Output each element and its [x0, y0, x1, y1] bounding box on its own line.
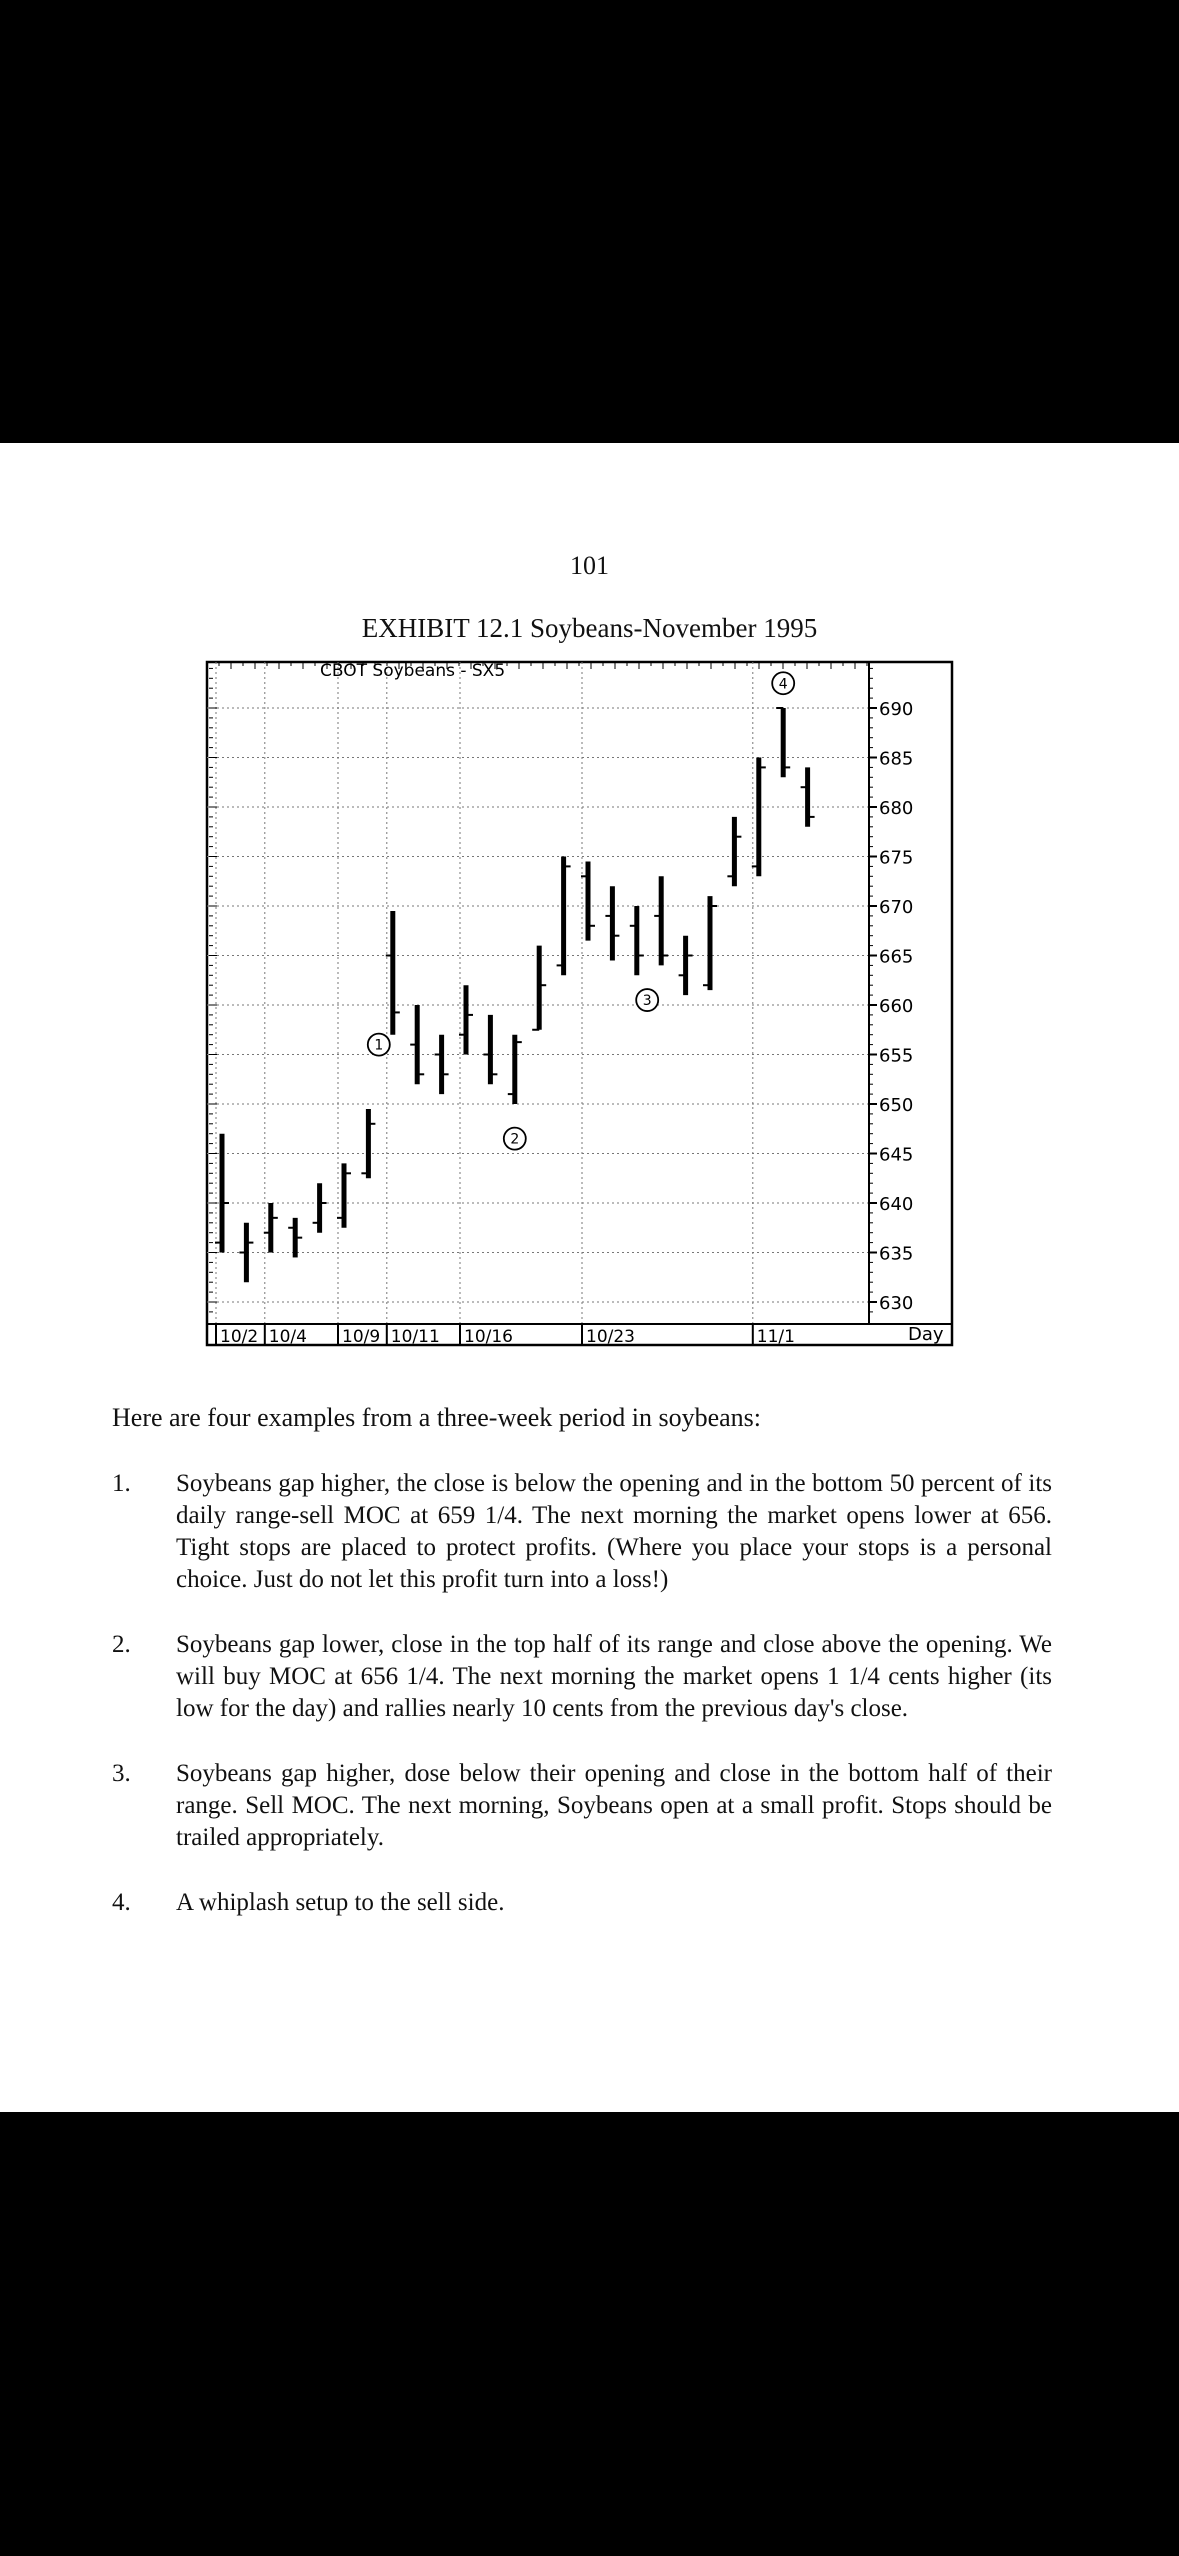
example-text: Soybeans gap lower, close in the top half of its range and close above the opening. We will buy MOC at 656 1/4. The next morning the market opens 1 1/4 cents higher (its low for the day) and rallies nearly 10 cents from the previous day's close. [176, 1631, 1052, 1722]
y-tick-label: 690 [879, 699, 914, 720]
exhibit-title: EXHIBIT 12.1 Soybeans-November 1995 [361, 613, 818, 643]
y-tick-label: 670 [879, 897, 914, 918]
y-tick-label: 680 [879, 798, 914, 819]
y-tick-label: 675 [879, 847, 914, 869]
x-axis-title: Day [908, 1324, 944, 1345]
y-tick-label: 635 [879, 1243, 914, 1265]
example-item [112, 1758, 1052, 1854]
y-tick-label: 665 [879, 946, 914, 968]
x-tick-label: 10/9 [342, 1327, 381, 1347]
examples-list [112, 1468, 1052, 1952]
x-tick-label: 10/4 [268, 1327, 307, 1347]
y-tick-label: 660 [879, 996, 914, 1017]
page-number: 101 [570, 551, 609, 580]
example-marker-label: 1 [374, 1037, 384, 1054]
example-item [112, 1629, 1052, 1725]
y-tick-label: 655 [879, 1045, 914, 1067]
x-tick-label: 10/23 [586, 1327, 635, 1347]
x-tick-label: 10/2 [220, 1327, 259, 1347]
soybean-chart [205, 660, 955, 1350]
example-marker-label: 2 [510, 1131, 520, 1148]
chart-frame [207, 662, 952, 1345]
chart-svg [205, 660, 955, 1350]
document-page [0, 443, 1179, 2112]
chart-title: CBOT Soybeans - SX5 [320, 661, 506, 681]
example-marker-label: 4 [778, 676, 788, 693]
y-tick-label: 645 [879, 1144, 914, 1166]
example-number: 2. [112, 1631, 131, 1658]
x-tick-label: 10/16 [464, 1327, 513, 1347]
y-tick-label: 685 [879, 748, 914, 770]
example-number: 4. [112, 1889, 131, 1916]
example-text: A whiplash setup to the sell side. [176, 1889, 505, 1916]
example-text: Soybeans gap higher, dose below their opening and close in the bottom half of their range. Sell MOC. The next morning, Soybeans open at a small profit. Stops should be trailed appropriately. [176, 1760, 1052, 1851]
y-tick-label: 640 [879, 1194, 914, 1215]
y-tick-label: 650 [879, 1095, 914, 1116]
example-text: Soybeans gap higher, the close is below the opening and in the bottom 50 percent of its daily range-sell MOC at 659 1/4. The next morning the market opens lower at 656. Tight stops are placed to protect profits. (Where you place your stops is a personal choice. Just do not let this profit turn into a loss!) [176, 1470, 1052, 1593]
example-number: 3. [112, 1760, 131, 1787]
x-tick-label: 11/1 [756, 1327, 795, 1347]
example-item [112, 1468, 1052, 1596]
intro-paragraph: Here are four examples from a three-week period in soybeans: [112, 1403, 761, 1432]
example-marker-label: 3 [642, 993, 652, 1010]
example-number: 1. [112, 1470, 131, 1497]
example-item [112, 1887, 1052, 1919]
x-tick-label: 10/11 [390, 1327, 440, 1347]
y-tick-label: 630 [879, 1293, 914, 1314]
